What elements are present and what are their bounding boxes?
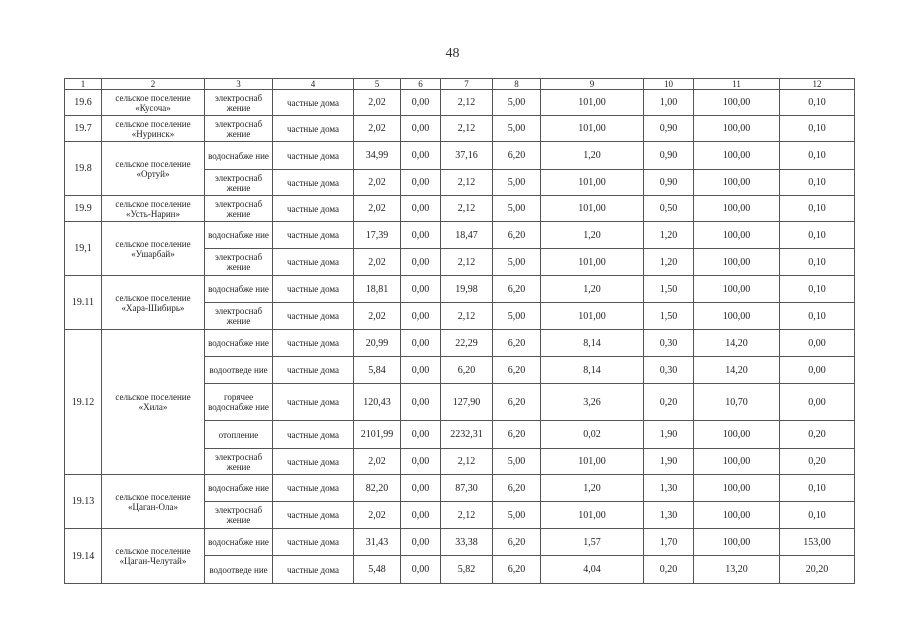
row-id-cell: 19,1 xyxy=(65,222,102,276)
value-cell: 0,00 xyxy=(401,556,441,584)
housing-type-cell: частные дома xyxy=(273,142,354,170)
table-row xyxy=(65,222,855,249)
housing-type-cell: частные дома xyxy=(273,421,354,449)
value-cell: 100,00 xyxy=(694,475,780,502)
value-cell: 0,00 xyxy=(401,384,441,421)
value-cell: 6,20 xyxy=(493,222,541,249)
value-cell: 100,00 xyxy=(694,529,780,556)
settlement-cell: сельское поселение «Ортуй» xyxy=(102,142,205,196)
value-cell: 0,90 xyxy=(644,170,694,196)
value-cell: 0,00 xyxy=(401,90,441,116)
value-cell: 100,00 xyxy=(694,90,780,116)
housing-type-cell: частные дома xyxy=(273,529,354,556)
table-row xyxy=(65,330,855,357)
resource-cell: электроснаб жение xyxy=(205,449,273,475)
row-id-cell: 19.13 xyxy=(65,475,102,529)
value-cell: 100,00 xyxy=(694,421,780,449)
value-cell: 0,10 xyxy=(780,90,855,116)
value-cell: 1,90 xyxy=(644,421,694,449)
resource-cell: электроснаб жение xyxy=(205,90,273,116)
settlement-cell: сельское поселение «Цаган-Челутай» xyxy=(102,529,205,584)
value-cell: 2,02 xyxy=(354,116,401,142)
table-row xyxy=(65,529,855,556)
value-cell: 8,14 xyxy=(541,330,644,357)
settlement-cell: сельское поселение «Хара-Шибирь» xyxy=(102,276,205,330)
value-cell: 2,12 xyxy=(441,116,493,142)
value-cell: 1,00 xyxy=(644,90,694,116)
value-cell: 0,00 xyxy=(401,222,441,249)
value-cell: 2,12 xyxy=(441,196,493,222)
resource-cell: водоснабже ние xyxy=(205,142,273,170)
value-cell: 2,12 xyxy=(441,90,493,116)
value-cell: 101,00 xyxy=(541,449,644,475)
table-body xyxy=(65,90,855,584)
value-cell: 0,20 xyxy=(644,556,694,584)
value-cell: 0,00 xyxy=(401,421,441,449)
value-cell: 2,02 xyxy=(354,249,401,276)
resource-cell: горячее водоснабже ние xyxy=(205,384,273,421)
value-cell: 0,10 xyxy=(780,502,855,529)
resource-cell: электроснаб жение xyxy=(205,196,273,222)
column-header: 2 xyxy=(102,79,205,90)
value-cell: 0,10 xyxy=(780,222,855,249)
resource-cell: водоснабже ние xyxy=(205,276,273,303)
settlement-cell: сельское поселение «Хила» xyxy=(102,330,205,475)
row-id-cell: 19.8 xyxy=(65,142,102,196)
value-cell: 1,90 xyxy=(644,449,694,475)
value-cell: 2232,31 xyxy=(441,421,493,449)
housing-type-cell: частные дома xyxy=(273,196,354,222)
value-cell: 4,04 xyxy=(541,556,644,584)
value-cell: 2,02 xyxy=(354,196,401,222)
resource-cell: электроснаб жение xyxy=(205,502,273,529)
value-cell: 0,00 xyxy=(401,142,441,170)
value-cell: 100,00 xyxy=(694,249,780,276)
value-cell: 0,50 xyxy=(644,196,694,222)
value-cell: 100,00 xyxy=(694,142,780,170)
value-cell: 2,12 xyxy=(441,502,493,529)
resource-cell: водоснабже ние xyxy=(205,330,273,357)
housing-type-cell: частные дома xyxy=(273,449,354,475)
column-header: 7 xyxy=(441,79,493,90)
settlement-cell: сельское поселение «Кусоча» xyxy=(102,90,205,116)
column-header: 4 xyxy=(273,79,354,90)
value-cell: 0,00 xyxy=(401,249,441,276)
table-row xyxy=(65,276,855,303)
value-cell: 6,20 xyxy=(493,330,541,357)
value-cell: 31,43 xyxy=(354,529,401,556)
value-cell: 5,00 xyxy=(493,90,541,116)
value-cell: 14,20 xyxy=(694,357,780,384)
value-cell: 22,29 xyxy=(441,330,493,357)
column-header: 5 xyxy=(354,79,401,90)
value-cell: 1,57 xyxy=(541,529,644,556)
value-cell: 100,00 xyxy=(694,303,780,330)
value-cell: 0,00 xyxy=(401,502,441,529)
value-cell: 2,02 xyxy=(354,90,401,116)
column-header: 11 xyxy=(694,79,780,90)
value-cell: 0,00 xyxy=(780,330,855,357)
value-cell: 0,10 xyxy=(780,196,855,222)
value-cell: 0,20 xyxy=(780,421,855,449)
table-row xyxy=(65,475,855,502)
resource-cell: водоснабже ние xyxy=(205,222,273,249)
value-cell: 5,48 xyxy=(354,556,401,584)
value-cell: 101,00 xyxy=(541,249,644,276)
settlement-cell: сельское поселение «Нуринск» xyxy=(102,116,205,142)
value-cell: 1,20 xyxy=(644,249,694,276)
housing-type-cell: частные дома xyxy=(273,222,354,249)
resource-cell: отопление xyxy=(205,421,273,449)
value-cell: 100,00 xyxy=(694,222,780,249)
housing-type-cell: частные дома xyxy=(273,276,354,303)
table-row xyxy=(65,142,855,170)
value-cell: 120,43 xyxy=(354,384,401,421)
table-row xyxy=(65,116,855,142)
value-cell: 6,20 xyxy=(441,357,493,384)
value-cell: 2,02 xyxy=(354,449,401,475)
housing-type-cell: частные дома xyxy=(273,556,354,584)
value-cell: 0,20 xyxy=(780,449,855,475)
value-cell: 0,00 xyxy=(401,276,441,303)
value-cell: 20,20 xyxy=(780,556,855,584)
value-cell: 0,10 xyxy=(780,116,855,142)
value-cell: 0,00 xyxy=(401,529,441,556)
value-cell: 1,20 xyxy=(541,276,644,303)
value-cell: 0,90 xyxy=(644,142,694,170)
column-header: 9 xyxy=(541,79,644,90)
value-cell: 0,00 xyxy=(401,475,441,502)
value-cell: 100,00 xyxy=(694,276,780,303)
value-cell: 0,10 xyxy=(780,276,855,303)
value-cell: 17,39 xyxy=(354,222,401,249)
row-id-cell: 19.14 xyxy=(65,529,102,584)
value-cell: 127,90 xyxy=(441,384,493,421)
value-cell: 6,20 xyxy=(493,142,541,170)
value-cell: 13,20 xyxy=(694,556,780,584)
value-cell: 2101,99 xyxy=(354,421,401,449)
value-cell: 33,38 xyxy=(441,529,493,556)
value-cell: 6,20 xyxy=(493,384,541,421)
value-cell: 2,12 xyxy=(441,303,493,330)
value-cell: 0,00 xyxy=(401,196,441,222)
value-cell: 18,47 xyxy=(441,222,493,249)
value-cell: 1,50 xyxy=(644,303,694,330)
housing-type-cell: частные дома xyxy=(273,116,354,142)
value-cell: 6,20 xyxy=(493,421,541,449)
value-cell: 6,20 xyxy=(493,276,541,303)
resource-cell: водоотведе ние xyxy=(205,556,273,584)
value-cell: 100,00 xyxy=(694,196,780,222)
column-header: 6 xyxy=(401,79,441,90)
value-cell: 0,10 xyxy=(780,303,855,330)
value-cell: 0,00 xyxy=(401,330,441,357)
value-cell: 1,20 xyxy=(541,142,644,170)
housing-type-cell: частные дома xyxy=(273,303,354,330)
value-cell: 3,26 xyxy=(541,384,644,421)
value-cell: 0,90 xyxy=(644,116,694,142)
value-cell: 0,00 xyxy=(401,116,441,142)
value-cell: 2,02 xyxy=(354,303,401,330)
resource-cell: электроснаб жение xyxy=(205,303,273,330)
value-cell: 5,84 xyxy=(354,357,401,384)
value-cell: 0,10 xyxy=(780,170,855,196)
housing-type-cell: частные дома xyxy=(273,170,354,196)
value-cell: 1,20 xyxy=(644,222,694,249)
value-cell: 0,30 xyxy=(644,330,694,357)
value-cell: 6,20 xyxy=(493,475,541,502)
value-cell: 10,70 xyxy=(694,384,780,421)
value-cell: 101,00 xyxy=(541,196,644,222)
value-cell: 100,00 xyxy=(694,502,780,529)
value-cell: 100,00 xyxy=(694,170,780,196)
value-cell: 0,10 xyxy=(780,475,855,502)
value-cell: 100,00 xyxy=(694,116,780,142)
resource-cell: водоотведе ние xyxy=(205,357,273,384)
row-id-cell: 19.6 xyxy=(65,90,102,116)
value-cell: 5,00 xyxy=(493,116,541,142)
value-cell: 6,20 xyxy=(493,529,541,556)
settlement-cell: сельское поселение «Ушарбай» xyxy=(102,222,205,276)
value-cell: 8,14 xyxy=(541,357,644,384)
value-cell: 34,99 xyxy=(354,142,401,170)
housing-type-cell: частные дома xyxy=(273,502,354,529)
column-header: 1 xyxy=(65,79,102,90)
value-cell: 5,00 xyxy=(493,502,541,529)
value-cell: 2,02 xyxy=(354,170,401,196)
value-cell: 18,81 xyxy=(354,276,401,303)
value-cell: 5,00 xyxy=(493,303,541,330)
column-number-row xyxy=(65,79,855,90)
value-cell: 0,00 xyxy=(401,170,441,196)
value-cell: 0,00 xyxy=(780,357,855,384)
row-id-cell: 19.12 xyxy=(65,330,102,475)
value-cell: 2,02 xyxy=(354,502,401,529)
value-cell: 101,00 xyxy=(541,502,644,529)
value-cell: 2,12 xyxy=(441,170,493,196)
value-cell: 6,20 xyxy=(493,357,541,384)
value-cell: 101,00 xyxy=(541,90,644,116)
value-cell: 0,00 xyxy=(401,449,441,475)
value-cell: 5,00 xyxy=(493,249,541,276)
value-cell: 82,20 xyxy=(354,475,401,502)
value-cell: 5,00 xyxy=(493,196,541,222)
settlement-cell: сельское поселение «Цаган-Ола» xyxy=(102,475,205,529)
settlement-cell: сельское поселение «Усть-Нарин» xyxy=(102,196,205,222)
value-cell: 101,00 xyxy=(541,116,644,142)
column-header: 12 xyxy=(780,79,855,90)
value-cell: 1,20 xyxy=(541,222,644,249)
resource-cell: электроснаб жение xyxy=(205,249,273,276)
value-cell: 0,20 xyxy=(644,384,694,421)
tariff-table xyxy=(64,78,855,584)
value-cell: 1,20 xyxy=(541,475,644,502)
resource-cell: водоснабже ние xyxy=(205,475,273,502)
value-cell: 6,20 xyxy=(493,556,541,584)
housing-type-cell: частные дома xyxy=(273,330,354,357)
resource-cell: водоснабже ние xyxy=(205,529,273,556)
value-cell: 19,98 xyxy=(441,276,493,303)
value-cell: 1,70 xyxy=(644,529,694,556)
housing-type-cell: частные дома xyxy=(273,249,354,276)
column-header: 3 xyxy=(205,79,273,90)
value-cell: 2,12 xyxy=(441,249,493,276)
housing-type-cell: частные дома xyxy=(273,384,354,421)
value-cell: 5,82 xyxy=(441,556,493,584)
housing-type-cell: частные дома xyxy=(273,90,354,116)
value-cell: 14,20 xyxy=(694,330,780,357)
resource-cell: электроснаб жение xyxy=(205,116,273,142)
resource-cell: электроснаб жение xyxy=(205,170,273,196)
value-cell: 0,00 xyxy=(401,357,441,384)
value-cell: 0,30 xyxy=(644,357,694,384)
value-cell: 87,30 xyxy=(441,475,493,502)
value-cell: 101,00 xyxy=(541,303,644,330)
housing-type-cell: частные дома xyxy=(273,357,354,384)
value-cell: 100,00 xyxy=(694,449,780,475)
row-id-cell: 19.11 xyxy=(65,276,102,330)
table-row xyxy=(65,90,855,116)
column-header: 10 xyxy=(644,79,694,90)
value-cell: 0,10 xyxy=(780,142,855,170)
value-cell: 2,12 xyxy=(441,449,493,475)
page-number: 48 xyxy=(445,46,460,61)
value-cell: 20,99 xyxy=(354,330,401,357)
value-cell: 5,00 xyxy=(493,170,541,196)
value-cell: 0,00 xyxy=(401,303,441,330)
value-cell: 1,30 xyxy=(644,475,694,502)
value-cell: 153,00 xyxy=(780,529,855,556)
row-id-cell: 19.9 xyxy=(65,196,102,222)
value-cell: 0,02 xyxy=(541,421,644,449)
value-cell: 5,00 xyxy=(493,449,541,475)
value-cell: 0,10 xyxy=(780,249,855,276)
row-id-cell: 19.7 xyxy=(65,116,102,142)
value-cell: 1,50 xyxy=(644,276,694,303)
housing-type-cell: частные дома xyxy=(273,475,354,502)
value-cell: 1,30 xyxy=(644,502,694,529)
value-cell: 37,16 xyxy=(441,142,493,170)
column-header: 8 xyxy=(493,79,541,90)
table-row xyxy=(65,196,855,222)
value-cell: 0,00 xyxy=(780,384,855,421)
value-cell: 101,00 xyxy=(541,170,644,196)
